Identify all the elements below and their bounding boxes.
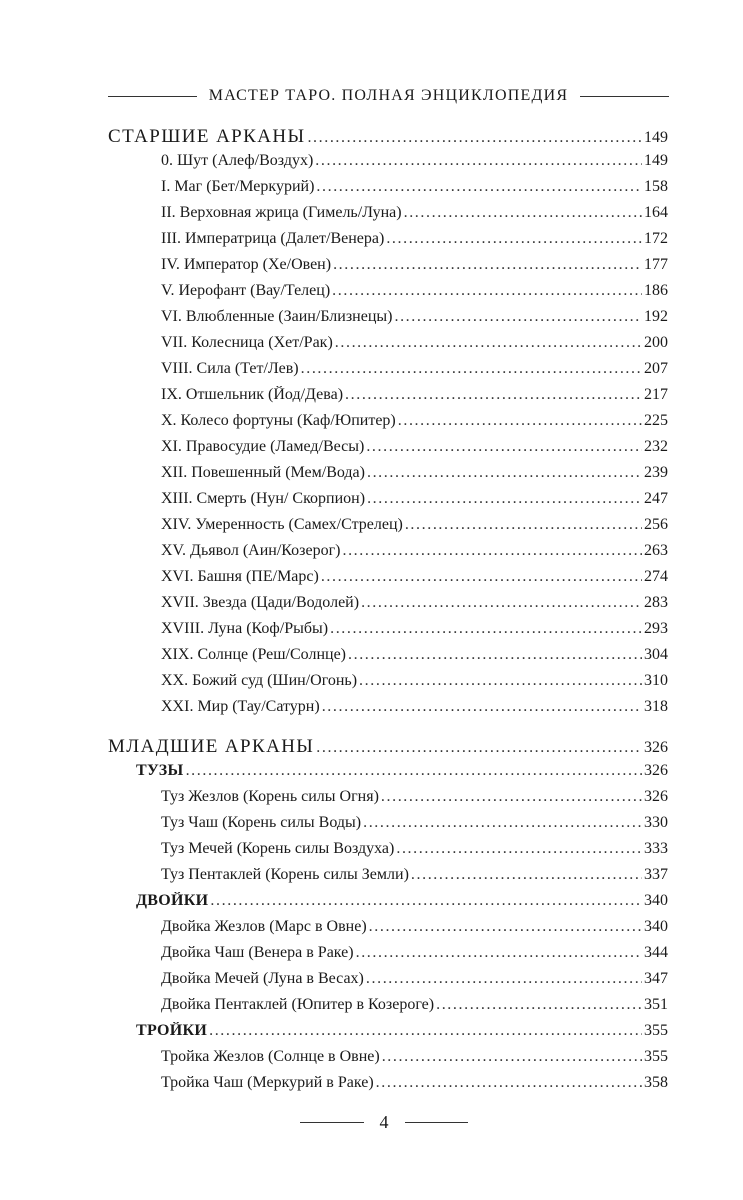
toc-entry-title: X. Колесо фортуны (Каф/Юпитер) [161,412,396,429]
dot-leader [366,970,642,988]
toc-page-number: 158 [644,178,668,195]
dot-leader [332,282,642,300]
toc-entry-title: I. Маг (Бет/Меркурий) [161,178,315,195]
dot-leader [342,542,642,560]
toc-entry-title: XIII. Смерть (Нун/ Скорпион) [161,490,366,507]
toc-item [161,1048,668,1066]
toc-entry-title: 0. Шут (Алеф/Воздух) [161,152,314,169]
toc-page-number: 318 [644,698,668,715]
toc-entry-title: VIII. Сила (Тет/Лев) [161,360,299,377]
toc-item [161,334,668,352]
dot-leader [348,646,642,664]
toc-page-number: 186 [644,282,668,299]
dot-leader [315,152,642,170]
toc-page-number: 326 [644,762,668,779]
toc-item [161,594,668,612]
toc-entry-title: XVI. Башня (ПЕ/Марс) [161,568,319,585]
toc-entry-title: XVIII. Луна (Коф/Рыбы) [161,620,329,637]
dot-leader [376,1074,642,1092]
toc-item [161,230,668,248]
toc-item [161,866,668,884]
dot-leader [307,129,642,147]
dot-leader [382,1048,642,1066]
toc-item [161,672,668,690]
toc-entry-title: XV. Дьявол (Аин/Козерог) [161,542,341,559]
toc-item [161,840,668,858]
toc-entry-title: Тройка Чаш (Меркурий в Раке) [161,1074,374,1091]
dot-leader [210,892,642,910]
toc-page-number: 337 [644,866,668,883]
toc-item [161,490,668,508]
dot-leader [345,386,642,404]
dot-leader [316,178,642,196]
toc-page-number: 330 [644,814,668,831]
dot-leader [316,739,642,757]
toc-item [161,996,668,1014]
toc-entry-title: Двойка Мечей (Луна в Весах) [161,970,364,987]
toc-item [161,386,668,404]
toc-page-number: 326 [644,788,668,805]
toc-entry-title: V. Иерофант (Вау/Телец) [161,282,331,299]
toc-page-number: 172 [644,230,668,247]
toc-page-number: 149 [644,129,668,146]
dot-leader [398,412,642,430]
toc-entry-title: IV. Император (Хе/Овен) [161,256,332,273]
toc-page-number: 304 [644,646,668,663]
toc-section [108,126,668,148]
toc-entry-title: XI. Правосудие (Ламед/Весы) [161,438,365,455]
toc-entry-title: Тройка Жезлов (Солнце в Овне) [161,1048,380,1065]
toc-entry-title: XIX. Солнце (Реш/Солнце) [161,646,346,663]
toc-entry-title: Туз Мечей (Корень силы Воздуха) [161,840,395,857]
toc-entry-title: VII. Колесница (Хет/Рак) [161,334,333,351]
toc-item [161,970,668,988]
book-title: МАСТЕР ТАРО. ПОЛНАЯ ЭНЦИКЛОПЕДИЯ [208,87,569,104]
toc-entry-title: VI. Влюбленные (Заин/Близнецы) [161,308,393,325]
toc-page-number: 344 [644,944,668,961]
toc-entry-title: III. Императрица (Далет/Венера) [161,230,385,247]
toc-page-number: 355 [644,1022,668,1039]
toc-entry-title: ТУЗЫ [136,762,184,779]
dot-leader [301,360,642,378]
toc-item [161,1074,668,1092]
toc-page-number: 263 [644,542,668,559]
toc-item [161,204,668,222]
toc-entry-title: XVII. Звезда (Цади/Водолей) [161,594,360,611]
dot-leader [330,620,642,638]
dot-leader [322,698,642,716]
dot-leader [381,788,642,806]
toc-entry-title: IX. Отшельник (Йод/Дева) [161,386,344,403]
page-footer [300,1112,468,1133]
dot-leader [209,1022,642,1040]
toc-item [161,620,668,638]
dot-leader [367,464,642,482]
toc-item [161,282,668,300]
toc-item [161,944,668,962]
toc-entry-title: СТАРШИЕ АРКАНЫ [108,126,306,147]
dot-leader [404,204,642,222]
toc-group [136,762,668,780]
toc-page-number: 293 [644,620,668,637]
toc-page-number: 351 [644,996,668,1013]
toc-item [161,178,668,196]
dot-leader [367,490,642,508]
toc-item [161,412,668,430]
footer-rule-right [405,1122,469,1123]
toc-item [161,360,668,378]
toc-item [161,788,668,806]
toc-page-number: 232 [644,438,668,455]
toc-entry-title: Двойка Чаш (Венера в Раке) [161,944,354,961]
dot-leader [321,568,642,586]
toc-item [161,568,668,586]
toc-page-number: 256 [644,516,668,533]
toc-entry-title: XX. Божий суд (Шин/Огонь) [161,672,358,689]
dot-leader [333,256,642,274]
toc-item [161,152,668,170]
page-number: 4 [379,1112,389,1132]
toc-page-number: 333 [644,840,668,857]
toc-item [161,814,668,832]
toc-item [161,464,668,482]
toc-page-number: 239 [644,464,668,481]
toc-entry-title: II. Верховная жрица (Гимель/Луна) [161,204,402,221]
toc-page-number: 358 [644,1074,668,1091]
toc-page-number: 207 [644,360,668,377]
dot-leader [394,308,642,326]
dot-leader [363,814,642,832]
dot-leader [359,672,642,690]
dot-leader [366,438,642,456]
toc-item [161,516,668,534]
toc-item [161,698,668,716]
toc-page-number: 247 [644,490,668,507]
toc-item [161,438,668,456]
toc-page-number: 340 [644,892,668,909]
toc-page-number: 225 [644,412,668,429]
toc-page-number: 164 [644,204,668,221]
toc-group [136,892,668,910]
toc-page-number: 347 [644,970,668,987]
dot-leader [405,516,642,534]
dot-leader [386,230,642,248]
toc-item [161,646,668,664]
header-rule-right [580,96,669,97]
toc-page-number: 177 [644,256,668,273]
toc-page-number: 200 [644,334,668,351]
toc-page-number: 355 [644,1048,668,1065]
dot-leader [369,918,642,936]
toc-entry-title: Туз Жезлов (Корень силы Огня) [161,788,379,805]
dot-leader [436,996,642,1014]
toc-entry-title: XIV. Умеренность (Самех/Стрелец) [161,516,403,533]
toc-entry-title: ТРОЙКИ [136,1022,208,1039]
toc-page-number: 217 [644,386,668,403]
dot-leader [396,840,642,858]
dot-leader [356,944,642,962]
dot-leader [411,866,642,884]
toc-page-number: 283 [644,594,668,611]
toc-page-number: 310 [644,672,668,689]
toc-entry-title: Двойка Жезлов (Марс в Овне) [161,918,367,935]
toc-item [161,542,668,560]
toc-entry-title: Двойка Пентаклей (Юпитер в Козероге) [161,996,435,1013]
toc-page-number: 149 [644,152,668,169]
toc-entry-title: Туз Чаш (Корень силы Воды) [161,814,362,831]
dot-leader [186,762,642,780]
toc-entry-title: ДВОЙКИ [136,892,209,909]
toc-section [108,736,668,758]
toc-page-number: 340 [644,918,668,935]
header-rule-left [108,96,197,97]
toc-item [161,918,668,936]
footer-rule-left [300,1122,364,1123]
toc-page-number: 192 [644,308,668,325]
dot-leader [335,334,642,352]
toc-entry-title: МЛАДШИЕ АРКАНЫ [108,736,315,757]
toc-entry-title: XXI. Мир (Тау/Сатурн) [161,698,320,715]
dot-leader [361,594,642,612]
toc-page-number: 326 [644,739,668,756]
running-header [108,87,669,105]
toc-group [136,1022,668,1040]
toc-item [161,256,668,274]
toc-entry-title: Туз Пентаклей (Корень силы Земли) [161,866,409,883]
toc-entry-title: XII. Повешенный (Мем/Вода) [161,464,365,481]
toc-page-number: 274 [644,568,668,585]
toc-item [161,308,668,326]
